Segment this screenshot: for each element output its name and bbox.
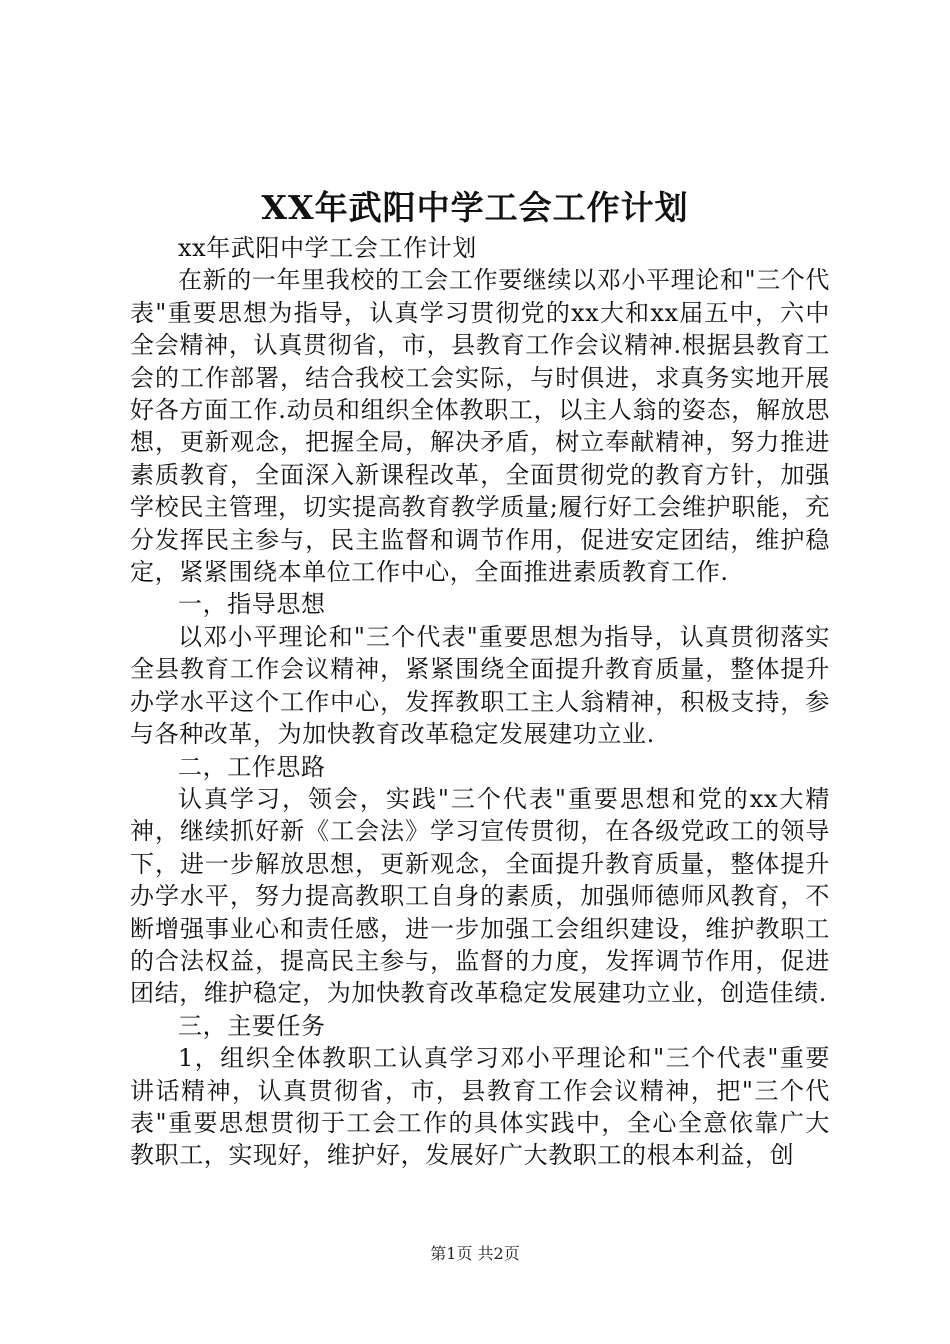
section-heading-main-tasks: 三，主要任务 <box>178 1011 326 1040</box>
guiding-ideology-paragraph: 以邓小平理论和"三个代表"重要思想为指导，认真贯彻落实全县教育工作会议精神，紧紧围绕全面提升教育质量，整体提升办学水平这个工作中心，发挥教职工主人翁精神，积极支持，参与各种改革，为加快教育改革稳定发展建功立业. <box>130 622 830 749</box>
document-title: XX年武阳中学工会工作计划 <box>261 188 689 227</box>
main-task-1-paragraph: 1，组织全体教职工认真学习邓小平理论和"三个代表"重要讲话精神，认真贯彻省，市，县教育工作会议精神，把"三个代表"重要思想贯彻于工会工作的具体实践中，全心全意依靠广大教职工，实现好，维护好，发展好广大教职工的根本利益，创 <box>130 1044 830 1170</box>
page-number-footer: 第1页 共2页 <box>430 1244 520 1263</box>
document-body <box>130 232 830 1172</box>
intro-paragraph: 在新的一年里我校的工会工作要继续以邓小平理论和"三个代表"重要思想为指导，认真学习贯彻党的xx大和xx届五中，六中全会精神，认真贯彻省，市，县教育工作会议精神.根据县教育工会的工作部署，结合我校工会实际，与时俱进，求真务实地开展好各方面工作.动员和组织全体教职工，以主人翁的姿态，解放思想，更新观念，把握全局，解决矛盾，树立奉献精神，努力推进素质教育，全面深入新课程改革，全面贯彻党的教育方针，加强学校民主管理，切实提高教育教学质量;履行好工会维护职能，充分发挥民主参与，民主监督和调节作用，促进安定团结，维护稳定，紧紧围绕本单位工作中心，全面推进素质教育工作. <box>130 266 830 587</box>
section-heading-work-approach: 二，工作思路 <box>178 752 326 781</box>
section-heading-guiding-ideology: 一，指导思想 <box>178 590 326 619</box>
subtitle-paragraph: xx年武阳中学工会工作计划 <box>178 234 477 262</box>
work-approach-paragraph: 认真学习，领会，实践"三个代表"重要思想和党的xx大精神，继续抓好新《工会法》学习宣传贯彻，在各级党政工的领导下，进一步解放思想，更新观念，全面提升教育质量，整体提升办学水平，努力提高教职工自身的素质，加强师德师风教育，不断增强事业心和责任感，进一步加强工会组织建设，维护教职工的合法权益，提高民主参与，监督的力度，发挥调节作用，促进团结，维护稳定，为加快教育改革稳定发展建功立业，创造佳绩. <box>130 784 830 1008</box>
